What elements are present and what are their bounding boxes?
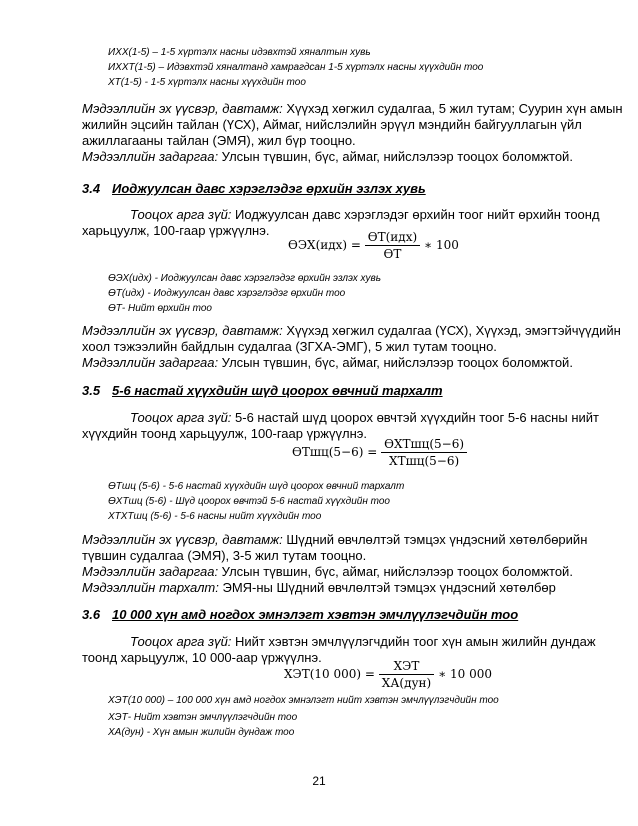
section-heading-3-4: 3.4 Иоджуулсан давс хэрэглэдэг өрхийн эзлэх хувь xyxy=(82,181,426,196)
definition-ihht: ИХХТ(1-5) – Идэвхтэй хяналтанд хамрагдсан 1-5 хүртэлх насны хүүхдийн тоо xyxy=(108,62,484,73)
definition-htht-shc: ХТХТшц (5-6) - 5-6 насны нийт хүүхдийн тоо xyxy=(108,511,322,522)
method-3-4-line1: Тооцох арга зүй: Иоджуулсан давс хэрэглэдэг өрхийн тоог нийт өрхийн тоонд xyxy=(130,207,600,222)
disaggregation-3-5: Мэдээллийн задаргаа: Улсын түвшин, бүс, аймаг, нийслэлээр тооцох боломжтой. xyxy=(82,564,573,579)
method-3-4-line2: харьцуулж, 100-гаар үржүүлнэ. xyxy=(82,223,270,238)
definition-ihh: ИХХ(1-5) – 1-5 хүртэлх насны идэвхтэй хяналтын хувь xyxy=(108,47,371,58)
source-paragraph-3: ажиллагааны тайлан (ЭМЯ), жил бүр тооцно. xyxy=(82,133,356,148)
definition-ht: ХТ(1-5) - 1-5 хүртэлх насны хүүхдийн тоо xyxy=(108,77,306,88)
source-paragraph-1: Мэдээллийн эх үүсвэр, давтамж: Хүүхэд хөгжил судалгаа, 5 жил тутам; Суурин хүн амын xyxy=(82,101,623,116)
section-heading-3-6: 3.6 10 000 хүн амд ногдох эмнэлэгт хэвтэн эмчлүүлэгчдийн тоо xyxy=(82,607,519,622)
disaggregation-3-4: Мэдээллийн задаргаа: Улсын түвшин, бүс, аймаг, нийслэлээр тооцох боломжтой. xyxy=(82,355,573,370)
source-3-4-line2: хоол тэжээлийн байдлын судалгаа (ЗГХА-ЭМГ), 5 жил тутам тооцно. xyxy=(82,339,497,354)
page-number: 21 xyxy=(312,774,326,788)
disaggregation-top: Мэдээллийн задаргаа: Улсын түвшин, бүс, аймаг, нийслэлээр тооцох боломжтой. xyxy=(82,149,573,164)
definition-ot: ӨТ- Нийт өрхийн тоо xyxy=(108,303,212,314)
formula-3-6: ХЭТ(10 000) = $\frac{\text{ХЭТ}}{\text{ХА(дун)}}$ ∗ 10 000 xyxy=(284,659,493,690)
source-3-5-line1: Мэдээллийн эх үүсвэр, давтамж: Шүдний өвчлөлтэй тэмцэх үндэсний хөтөлбөрийн xyxy=(82,532,588,547)
method-3-5-line1: Тооцох арга зүй: 5-6 настай шүд цоорох өвчтэй хүүхдийн тоог 5-6 насны нийт xyxy=(130,410,599,425)
source-paragraph-2: жилийн эцсийн тайлан (ҮСХ), Аймаг, нийслэлийн эрүүл мэндийн байгууллагын үйл xyxy=(82,117,582,132)
source-3-4-line1: Мэдээллийн эх үүсвэр, давтамж: Хүүхэд хөгжил судалгаа (ҮСХ), Хүүхэд, эмэгтэйчүүдийн xyxy=(82,323,621,338)
definition-oeh: ӨЭХ(идх) - Иоджуулсан давс хэрэглэдэг өрхийн эзлэх хувь xyxy=(108,273,381,284)
dissemination-3-5: Мэдээллийн тархалт: ЭМЯ-ны Шүдний өвчлөлтэй тэмцэх үндэсний хөтөлбөр xyxy=(82,580,556,595)
definition-ot-idh: ӨТ(идх) - Иоджуулсан давс хэрэглэдэг өрхийн тоо xyxy=(108,288,346,299)
method-3-6-line2: тоонд харьцуулж, 10 000-аар үржүүлнэ. xyxy=(82,650,322,665)
definition-het-10000: ХЭТ(10 000) – 100 000 хүн амд ногдох эмнэлэгт нийт хэвтэн эмчлүүлэгчдийн тоо xyxy=(108,695,499,706)
section-heading-3-5: 3.5 5-6 настай хүүхдийн шүд цоорох өвчний тархалт xyxy=(82,383,443,398)
definition-ot-shc: ӨТшц (5-6) - 5-6 настай хүүхдийн шүд цоорох өвчний тархалт xyxy=(108,481,405,492)
formula-3-4: ӨЭХ(идх) = $\frac{\text{ӨТ(идх)}}{ӨТ}$ ∗ 100 xyxy=(288,230,459,261)
formula-3-5: ӨТшц(5−6) = $\frac{\text{ӨХТшц(5−6)}}{\text{ХТшц(5−6)}}$ xyxy=(292,436,467,469)
definition-oht-shc: ӨХТшц (5-6) - Шүд цоорох өвчтэй 5-6 настай хүүхдийн тоо xyxy=(108,496,390,507)
definition-ha-dun: ХА(дун) - Хүн амын жилийн дундаж тоо xyxy=(108,727,295,738)
definition-het: ХЭТ- Нийт хэвтэн эмчлүүлэгчдийн тоо xyxy=(108,712,298,723)
method-3-5-line2: хүүхдийн тоонд харьцуулж, 100-гаар үржүүлнэ. xyxy=(82,426,368,441)
method-3-6-line1: Тооцох арга зүй: Нийт хэвтэн эмчлүүлэгчдийн тоог хүн амын жилийн дундаж xyxy=(130,634,596,649)
source-3-5-line2: түвшин судалгаа (ЭМЯ), 3-5 жил тутам тооцно. xyxy=(82,548,367,563)
